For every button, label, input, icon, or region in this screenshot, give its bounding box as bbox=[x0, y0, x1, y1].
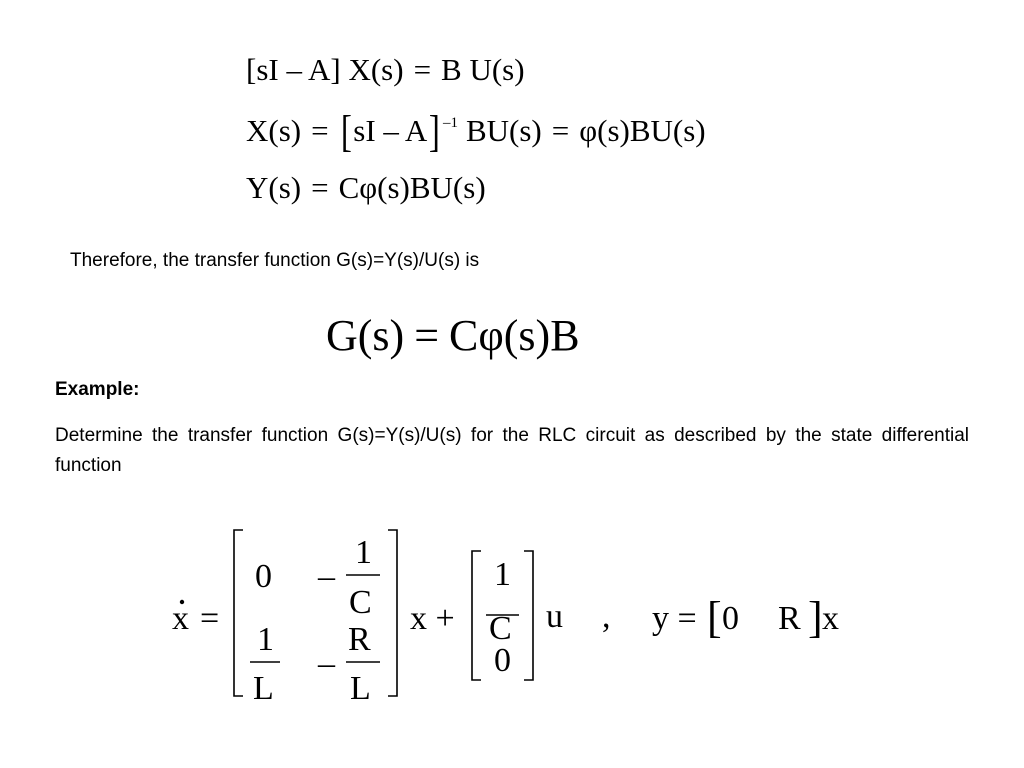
eq2-rhs: φ(s)BU(s) bbox=[579, 113, 706, 148]
a-matrix-right-bracket bbox=[388, 530, 397, 696]
x-plus: x + bbox=[410, 600, 455, 637]
xdot-symbol: x bbox=[172, 600, 189, 637]
transfer-function-equation bbox=[326, 311, 580, 360]
transfer-lhs: G(s) bbox=[326, 311, 405, 360]
eq1-lhs: [sI – A] X(s) bbox=[246, 52, 404, 87]
eq3-rhs: Cφ(s)BU(s) bbox=[338, 170, 486, 205]
a12-numerator: 1 bbox=[355, 534, 372, 571]
eq2-inner: sI – A bbox=[353, 113, 428, 148]
eq2-equals-1: = bbox=[311, 113, 329, 148]
b1-numerator: 1 bbox=[494, 556, 511, 593]
c-close-bracket: ] bbox=[808, 593, 823, 642]
equation-output bbox=[246, 172, 486, 203]
eq2-open-bracket: [ bbox=[340, 107, 352, 156]
example-heading: Example: bbox=[55, 379, 140, 400]
input-u: u bbox=[546, 598, 563, 635]
eq2-mid: BU(s) bbox=[465, 113, 542, 148]
a-matrix-left-bracket bbox=[234, 530, 243, 696]
eq3-lhs: Y(s) bbox=[246, 170, 302, 205]
c1: 0 bbox=[722, 600, 739, 637]
eq1-equals: = bbox=[413, 52, 432, 87]
output-x: x bbox=[822, 600, 839, 637]
c2: R bbox=[778, 600, 801, 637]
state-equation bbox=[0, 520, 1024, 710]
a21-denominator: L bbox=[253, 670, 274, 707]
eq3-equals: = bbox=[311, 170, 329, 205]
equation-state-laplace bbox=[246, 54, 525, 85]
c-open-bracket: [ bbox=[707, 593, 722, 642]
transfer-rhs: Cφ(s)B bbox=[449, 311, 580, 360]
transfer-equals: = bbox=[414, 311, 440, 360]
eq1-rhs: B U(s) bbox=[441, 52, 525, 87]
comma: , bbox=[602, 598, 611, 635]
b2: 0 bbox=[494, 642, 511, 679]
a11: 0 bbox=[255, 558, 272, 595]
eq2-close-bracket: ] bbox=[429, 107, 441, 156]
b-matrix-left-bracket bbox=[472, 551, 481, 680]
a12-denominator: C bbox=[349, 584, 372, 621]
a22-denominator: L bbox=[350, 670, 371, 707]
a12-sign: – bbox=[318, 558, 335, 595]
a21-numerator: 1 bbox=[257, 621, 274, 658]
matrix-brackets bbox=[0, 520, 1024, 710]
b-matrix-right-bracket bbox=[524, 551, 533, 680]
eq2-equals-2: = bbox=[551, 113, 570, 148]
therefore-text: Therefore, the transfer function G(s)=Y(s)/U(s) is bbox=[70, 250, 480, 271]
state-equals: = bbox=[200, 600, 220, 637]
b1-denominator: C bbox=[489, 610, 512, 647]
a22-numerator: R bbox=[348, 621, 371, 658]
eq2-inverse-sup: –1 bbox=[442, 115, 458, 131]
y-equals: y = bbox=[652, 600, 697, 637]
equation-state-solution bbox=[246, 107, 706, 156]
a22-sign: – bbox=[318, 645, 335, 682]
example-body: Determine the transfer function G(s)=Y(s)/U(s) for the RLC circuit as described by the state differential function bbox=[55, 425, 969, 476]
eq2-lhs: X(s) bbox=[246, 113, 302, 148]
